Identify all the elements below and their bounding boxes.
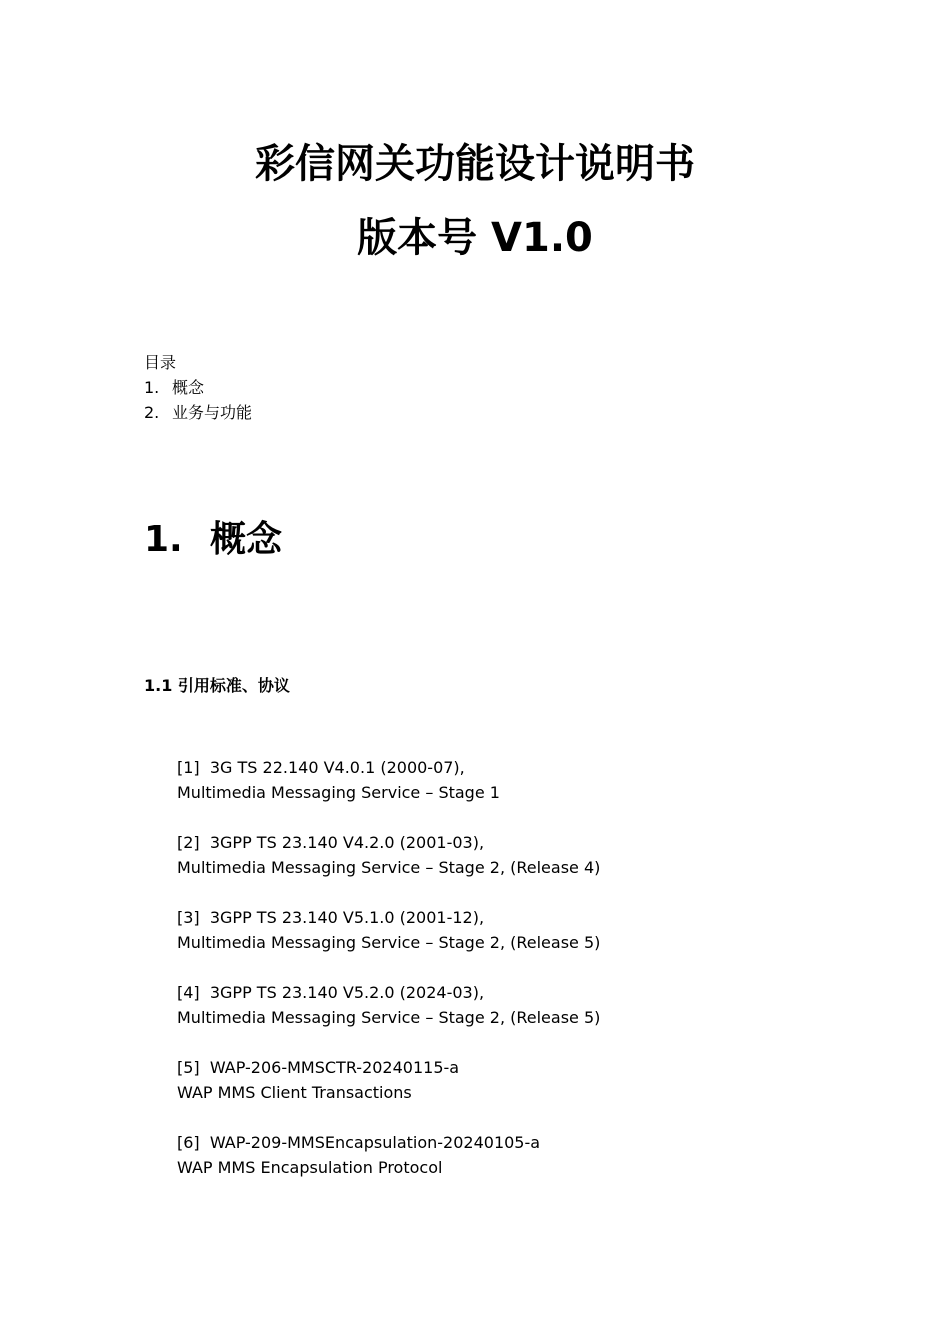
- reference-id: [5]: [177, 1058, 200, 1077]
- section-heading-concept: [144, 516, 282, 564]
- reference-item: [177, 830, 600, 880]
- reference-spec: 3GPP TS 23.140 V5.2.0 (2024-03),: [209, 983, 485, 1002]
- toc-item-concept[interactable]: [144, 375, 252, 400]
- reference-item: [177, 755, 600, 805]
- reference-spec-line: [177, 1130, 600, 1155]
- reference-id: [6]: [177, 1133, 200, 1152]
- toc-item-label: 概念: [172, 378, 205, 397]
- reference-item: [177, 1130, 600, 1180]
- toc-item-number: 2.: [144, 403, 160, 422]
- reference-spec: 3GPP TS 23.140 V5.1.0 (2001-12),: [209, 908, 485, 927]
- subsection-heading-standards: 1.1 引用标准、协议: [144, 676, 290, 695]
- reference-item: [177, 1055, 600, 1105]
- reference-id: [1]: [177, 758, 200, 777]
- reference-spec: 3G TS 22.140 V4.0.1 (2000-07),: [209, 758, 465, 777]
- reference-title: Multimedia Messaging Service – Stage 2, (Release 4): [177, 858, 601, 877]
- reference-id: [4]: [177, 983, 200, 1002]
- reference-title: Multimedia Messaging Service – Stage 1: [177, 783, 500, 802]
- toc-item-number: 1.: [144, 378, 160, 397]
- table-of-contents: [144, 350, 252, 425]
- toc-item-business-functions[interactable]: [144, 400, 252, 425]
- reference-spec-line: [177, 755, 600, 780]
- reference-title: Multimedia Messaging Service – Stage 2, (Release 5): [177, 933, 601, 952]
- reference-spec: 3GPP TS 23.140 V4.2.0 (2001-03),: [209, 833, 485, 852]
- reference-id: [3]: [177, 908, 200, 927]
- toc-list: [144, 375, 252, 425]
- reference-id: [2]: [177, 833, 200, 852]
- document-title: 彩信网关功能设计说明书: [255, 141, 695, 187]
- reference-title: Multimedia Messaging Service – Stage 2, (Release 5): [177, 1008, 601, 1027]
- reference-item: [177, 980, 600, 1030]
- section-title: 概念: [210, 519, 283, 560]
- reference-spec-line: [177, 905, 600, 930]
- section-number: 1.: [144, 519, 183, 560]
- toc-item-label: 业务与功能: [172, 403, 253, 422]
- reference-spec-line: [177, 1055, 600, 1080]
- document-version: 版本号 V1.0: [357, 215, 593, 261]
- reference-list: [177, 755, 600, 1205]
- reference-spec-line: [177, 830, 600, 855]
- reference-spec-line: [177, 980, 600, 1005]
- reference-spec: WAP-206-MMSCTR-20240115-a: [209, 1058, 460, 1077]
- reference-title: WAP MMS Client Transactions: [177, 1083, 412, 1102]
- reference-title: WAP MMS Encapsulation Protocol: [177, 1158, 443, 1177]
- reference-spec: WAP-209-MMSEncapsulation-20240105-a: [209, 1133, 541, 1152]
- reference-item: [177, 905, 600, 955]
- toc-heading: 目录: [144, 353, 177, 372]
